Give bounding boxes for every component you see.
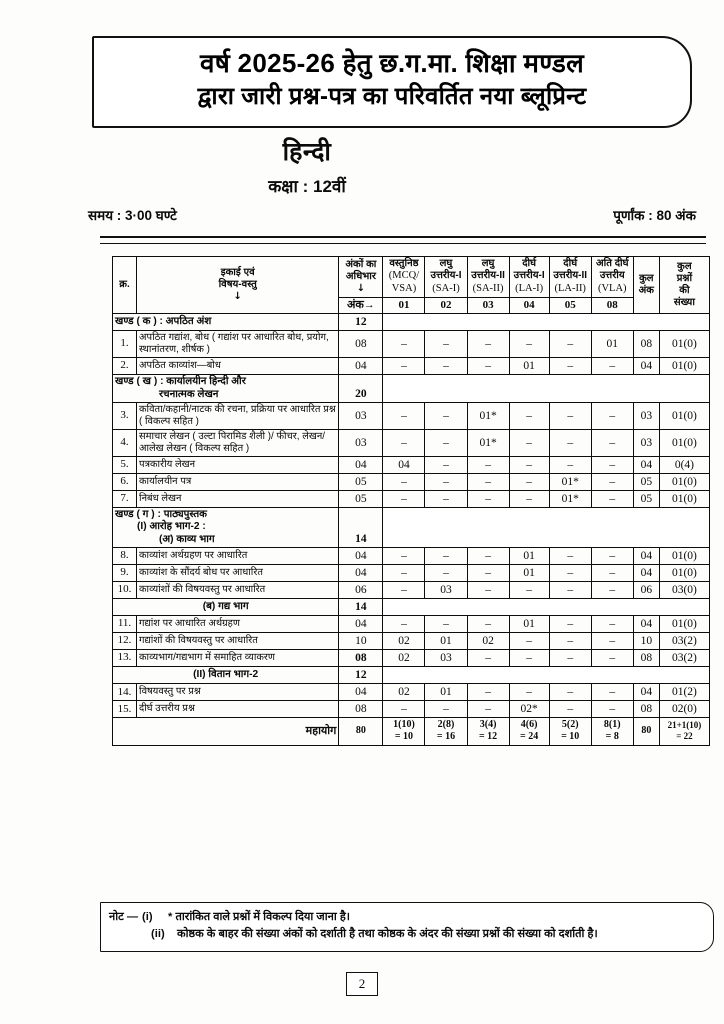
header-type-mcq	[383, 257, 425, 298]
row-cell-4: –	[509, 582, 549, 599]
row-cell-5: –	[549, 402, 591, 429]
row-cell-3: –	[467, 582, 509, 599]
row-weight: 10	[339, 633, 383, 650]
row-cell-6: –	[591, 616, 633, 633]
type-hi-4b: उत्तरीय-I	[513, 270, 545, 282]
row-cell-1: –	[383, 473, 425, 490]
row-cell-4: –	[509, 331, 549, 358]
type-hi-2b: उत्तरीय-I	[430, 270, 462, 282]
type-en-5: (LA-II)	[554, 282, 586, 294]
row-topic: अपठित काव्यांश—बोध	[137, 358, 339, 375]
row-cell-1: –	[383, 402, 425, 429]
row-total-questions: 03(2)	[659, 650, 709, 667]
marks-la1: 04	[509, 297, 549, 313]
type-hi-2: लघु	[439, 258, 453, 270]
row-weight: 06	[339, 582, 383, 599]
marks-sa1: 02	[425, 297, 467, 313]
row-cell-4: –	[509, 490, 549, 507]
row-total-questions: 0(4)	[659, 456, 709, 473]
row-total-questions: 01(0)	[659, 358, 709, 375]
row-cell-5: –	[549, 548, 591, 565]
header-unit-line-1: इकाई एवं	[220, 266, 255, 278]
row-cell-5: –	[549, 701, 591, 718]
row-cell-5: –	[549, 616, 591, 633]
exam-meta-row	[88, 206, 696, 224]
section-weight: 12	[339, 667, 383, 684]
row-cell-2: –	[425, 490, 467, 507]
header-type-sa2	[467, 257, 509, 298]
table-row	[113, 548, 710, 565]
row-cell-1: –	[383, 701, 425, 718]
section-blank-cells	[383, 314, 710, 331]
marks-sa2: 03	[467, 297, 509, 313]
row-serial: 6.	[113, 473, 137, 490]
row-cell-6: –	[591, 490, 633, 507]
row-cell-2: 03	[425, 582, 467, 599]
table-row	[113, 582, 710, 599]
table-section-row	[113, 375, 710, 403]
note-marker-1: (i)	[142, 911, 153, 923]
table-body	[113, 314, 710, 745]
down-arrow-icon: ↓	[356, 282, 366, 294]
row-weight: 04	[339, 616, 383, 633]
section-label: खण्ड ( क ) : अपठित अंश	[113, 314, 339, 331]
grand-total-cell-4: 4(6) = 24	[509, 718, 549, 745]
row-weight: 04	[339, 684, 383, 701]
total-marks-l1: कुल	[639, 272, 654, 284]
row-cell-6: –	[591, 473, 633, 490]
row-cell-5: –	[549, 429, 591, 456]
header-total-marks	[633, 257, 659, 314]
row-topic: निबंध लेखन	[137, 490, 339, 507]
row-serial: 14.	[113, 684, 137, 701]
row-cell-3: –	[467, 331, 509, 358]
row-serial: 7.	[113, 490, 137, 507]
row-cell-4: –	[509, 473, 549, 490]
row-cell-3: –	[467, 490, 509, 507]
row-topic: काव्यांश अर्थग्रहण पर आधारित	[137, 548, 339, 565]
table-section-row	[113, 314, 710, 331]
row-serial: 1.	[113, 331, 137, 358]
row-cell-2: –	[425, 701, 467, 718]
row-cell-1: –	[383, 565, 425, 582]
type-hi-6b: उत्तरीय	[599, 270, 625, 282]
header-unit	[137, 257, 339, 314]
row-weight: 03	[339, 402, 383, 429]
row-topic: पत्रकारीय लेखन	[137, 456, 339, 473]
row-cell-4: 01	[509, 548, 549, 565]
table-header	[113, 257, 710, 314]
row-serial: 5.	[113, 456, 137, 473]
row-serial: 8.	[113, 548, 137, 565]
row-weight: 04	[339, 358, 383, 375]
row-total-marks: 05	[633, 490, 659, 507]
type-hi-5: दीर्घ	[563, 258, 578, 270]
type-hi-1: वस्तुनिष्ठ	[389, 258, 419, 269]
row-cell-1: –	[383, 490, 425, 507]
row-cell-6: –	[591, 548, 633, 565]
section-label: खण्ड ( ख ) : कार्यालयीन हिन्दी और रचनात्मक लेखन	[113, 375, 339, 403]
row-serial: 10.	[113, 582, 137, 599]
total-marks-l2: अंक	[638, 285, 654, 297]
row-cell-4: –	[509, 633, 549, 650]
row-cell-2: –	[425, 456, 467, 473]
row-serial: 13.	[113, 650, 137, 667]
row-topic: दीर्घ उत्तरीय प्रश्न	[137, 701, 339, 718]
row-cell-1: –	[383, 616, 425, 633]
table-section-row	[113, 599, 710, 616]
notes-box	[100, 902, 714, 952]
type-hi-3b: उत्तरीय-II	[471, 270, 505, 282]
section-weight: 20	[339, 375, 383, 403]
row-cell-2: –	[425, 358, 467, 375]
marks-row-label: अंक→	[339, 297, 383, 313]
row-topic: काव्यांश के सौंदर्य बोध पर आधारित	[137, 565, 339, 582]
row-total-marks: 04	[633, 358, 659, 375]
row-cell-1: 02	[383, 650, 425, 667]
row-serial: 2.	[113, 358, 137, 375]
row-cell-1: 02	[383, 633, 425, 650]
row-cell-4: –	[509, 429, 549, 456]
row-cell-1: –	[383, 331, 425, 358]
row-cell-2: 01	[425, 684, 467, 701]
row-cell-4: –	[509, 684, 549, 701]
row-cell-2: 01	[425, 633, 467, 650]
table-section-row	[113, 667, 710, 684]
row-total-questions: 01(0)	[659, 565, 709, 582]
row-total-questions: 03(2)	[659, 633, 709, 650]
row-cell-2: 03	[425, 650, 467, 667]
grand-total-cell-2: 2(8) = 16	[425, 718, 467, 745]
total-q-l4: संख्या	[673, 297, 695, 309]
row-total-marks: 04	[633, 684, 659, 701]
row-cell-6: –	[591, 633, 633, 650]
grand-total-marks: 80	[633, 718, 659, 745]
row-cell-6: –	[591, 684, 633, 701]
title-banner	[92, 36, 692, 128]
section-blank-cells	[383, 507, 710, 547]
total-q-l2: प्रश्नों	[676, 272, 693, 284]
row-weight: 08	[339, 701, 383, 718]
blueprint-table-wrapper	[112, 256, 710, 746]
header-weight	[339, 257, 383, 298]
row-cell-6: –	[591, 701, 633, 718]
row-cell-1: –	[383, 358, 425, 375]
row-cell-3: –	[467, 548, 509, 565]
table-row	[113, 456, 710, 473]
total-q-l1: कुल	[677, 260, 692, 272]
row-cell-1: –	[383, 548, 425, 565]
row-weight: 04	[339, 456, 383, 473]
marks-mcq: 01	[383, 297, 425, 313]
grand-total-questions: 21+1(10) = 22	[659, 718, 709, 745]
note-head: नोट —	[109, 911, 139, 923]
row-topic: अपठित गद्यांश, बोध ( गद्यांश पर आधारित बोध, प्रयोग, स्थानांतरण, शीर्षक )	[137, 331, 339, 358]
row-cell-5: –	[549, 331, 591, 358]
row-weight: 04	[339, 548, 383, 565]
row-cell-3: –	[467, 616, 509, 633]
row-total-marks: 03	[633, 402, 659, 429]
table-row	[113, 633, 710, 650]
section-weight: 14	[339, 599, 383, 616]
row-total-questions: 01(2)	[659, 684, 709, 701]
section-label: (II) वितान भाग-2	[113, 667, 339, 684]
section-blank-cells	[383, 599, 710, 616]
row-cell-4: –	[509, 456, 549, 473]
type-en-1b: VSA)	[391, 282, 417, 294]
row-cell-5: –	[549, 456, 591, 473]
row-cell-5: –	[549, 565, 591, 582]
row-cell-4: 01	[509, 616, 549, 633]
row-cell-2: –	[425, 473, 467, 490]
type-en-4: (LA-I)	[515, 282, 544, 294]
header-total-questions	[659, 257, 709, 314]
row-cell-3: –	[467, 684, 509, 701]
table-row	[113, 331, 710, 358]
exam-max-marks: पूर्णांक : 80 अंक	[613, 208, 696, 223]
row-cell-5: –	[549, 684, 591, 701]
table-row	[113, 565, 710, 582]
row-total-questions: 01(0)	[659, 473, 709, 490]
note-text-2: कोष्ठक के बाहर की संख्या अंकों को दर्शाती है तथा कोष्ठक के अंदर की संख्या प्रश्नों की संख्या को दर्शाती है।	[177, 927, 598, 940]
section-weight: 12	[339, 314, 383, 331]
row-serial: 9.	[113, 565, 137, 582]
table-section-row	[113, 507, 710, 547]
row-cell-3: –	[467, 456, 509, 473]
table-row	[113, 701, 710, 718]
row-cell-5: –	[549, 633, 591, 650]
section-blank-cells	[383, 375, 710, 403]
marks-la2: 05	[549, 297, 591, 313]
grand-total-cell-5: 5(2) = 10	[549, 718, 591, 745]
row-cell-4: 02*	[509, 701, 549, 718]
row-cell-4: –	[509, 402, 549, 429]
banner-title-line-2: द्वारा जारी प्रश्न-पत्र का परिवर्तित नया ब्लूप्रिन्ट	[197, 83, 587, 110]
row-total-questions: 01(0)	[659, 402, 709, 429]
row-cell-6: –	[591, 402, 633, 429]
section-weight: 14	[339, 507, 383, 547]
row-total-marks: 04	[633, 548, 659, 565]
row-total-marks: 06	[633, 582, 659, 599]
header-type-sa1	[425, 257, 467, 298]
row-serial: 15.	[113, 701, 137, 718]
row-total-questions: 01(0)	[659, 331, 709, 358]
row-cell-2: –	[425, 565, 467, 582]
table-row	[113, 650, 710, 667]
row-serial: 4.	[113, 429, 137, 456]
header-weight-line-2: अधिभार	[345, 270, 376, 282]
row-cell-3: –	[467, 701, 509, 718]
note-marker-2: (ii)	[151, 927, 165, 940]
row-cell-6: –	[591, 650, 633, 667]
row-serial: 3.	[113, 402, 137, 429]
row-cell-4: 01	[509, 565, 549, 582]
row-topic: गद्यांशों की विषयवस्तु पर आधारित	[137, 633, 339, 650]
row-cell-3: –	[467, 565, 509, 582]
row-cell-1: 04	[383, 456, 425, 473]
row-cell-2: –	[425, 429, 467, 456]
header-unit-line-2: विषय-वस्तु	[218, 279, 257, 290]
row-weight: 05	[339, 473, 383, 490]
row-weight: 08	[339, 650, 383, 667]
row-cell-2: –	[425, 402, 467, 429]
grand-total-label: महायोग	[113, 718, 339, 745]
row-cell-5: –	[549, 358, 591, 375]
row-total-marks: 04	[633, 616, 659, 633]
row-cell-3: 02	[467, 633, 509, 650]
section-label: (ब) गद्य भाग	[113, 599, 339, 616]
header-type-la2	[549, 257, 591, 298]
header-weight-line-1: अंकों का	[345, 258, 377, 270]
row-cell-6: –	[591, 358, 633, 375]
row-total-questions: 01(0)	[659, 616, 709, 633]
row-cell-3: –	[467, 473, 509, 490]
header-type-la1	[509, 257, 549, 298]
row-total-marks: 08	[633, 701, 659, 718]
row-topic: कविता/कहानी/नाटक की रचना, प्रक्रिया पर आधारित प्रश्न ( विकल्प सहित )	[137, 402, 339, 429]
table-row	[113, 358, 710, 375]
row-cell-3: –	[467, 358, 509, 375]
grand-total-cell-1: 1(10) = 10	[383, 718, 425, 745]
type-hi-4: दीर्घ	[522, 258, 537, 270]
row-cell-6: –	[591, 582, 633, 599]
header-row-main	[113, 257, 710, 298]
row-total-marks: 04	[633, 565, 659, 582]
row-cell-5: –	[549, 582, 591, 599]
table-row	[113, 429, 710, 456]
row-cell-1: –	[383, 582, 425, 599]
row-topic: गद्यांश पर आधारित अर्थग्रहण	[137, 616, 339, 633]
note-text-1: * तारांकित वाले प्रश्नों में विकल्प दिया जाना है।	[168, 911, 351, 923]
type-en-6: (VLA)	[597, 282, 627, 294]
row-weight: 05	[339, 490, 383, 507]
note-line-1	[109, 909, 703, 926]
row-cell-5: 01*	[549, 490, 591, 507]
row-cell-3: 01*	[467, 402, 509, 429]
grand-total-cell-6: 8(1) = 8	[591, 718, 633, 745]
marks-vla: 08	[591, 297, 633, 313]
row-total-marks: 10	[633, 633, 659, 650]
table-row	[113, 402, 710, 429]
type-hi-5b: उत्तरीय-II	[553, 270, 588, 282]
row-cell-4: –	[509, 650, 549, 667]
section-label: खण्ड ( ग ) : पाठ्यपुस्तक (I) आरोह भाग-2 : (अ) काव्य भाग	[113, 507, 339, 547]
row-cell-6: –	[591, 456, 633, 473]
table-row	[113, 616, 710, 633]
table-row	[113, 490, 710, 507]
subject-title: हिन्दी	[282, 138, 332, 166]
table-row	[113, 684, 710, 701]
grand-total-row	[113, 718, 710, 745]
row-topic: विषयवस्तु पर प्रश्न	[137, 684, 339, 701]
row-cell-5: –	[549, 650, 591, 667]
row-topic: समाचार लेखन ( उल्टा पिरामिड शैली )/ फीचर, लेखन/आलेख लेखन ( विकल्प सहित )	[137, 429, 339, 456]
row-total-marks: 03	[633, 429, 659, 456]
row-cell-2: –	[425, 548, 467, 565]
total-q-l3: की	[679, 285, 690, 297]
class-label: कक्षा : 12वीं	[268, 177, 346, 196]
exam-duration: समय : 3·00 घण्टे	[88, 208, 177, 223]
row-cell-2: –	[425, 331, 467, 358]
note-line-2	[109, 926, 703, 943]
row-total-marks: 08	[633, 331, 659, 358]
grand-total-cell-3: 3(4) = 12	[467, 718, 509, 745]
row-weight: 03	[339, 429, 383, 456]
row-total-questions: 01(0)	[659, 490, 709, 507]
row-weight: 08	[339, 331, 383, 358]
row-total-questions: 03(0)	[659, 582, 709, 599]
page-number: 2	[346, 972, 378, 996]
banner-title-line-1: वर्ष 2025-26 हेतु छ.ग.मा. शिक्षा मण्डल	[199, 48, 585, 78]
type-en-2: (SA-I)	[432, 282, 460, 294]
header-divider-rule	[100, 236, 706, 244]
down-arrow-icon: ↓	[233, 291, 242, 303]
row-serial: 12.	[113, 633, 137, 650]
row-topic: कार्यालयीन पत्र	[137, 473, 339, 490]
row-total-marks: 04	[633, 456, 659, 473]
row-cell-6: 01	[591, 331, 633, 358]
type-en-1: (MCQ/	[388, 270, 420, 282]
row-cell-6: –	[591, 429, 633, 456]
row-serial: 11.	[113, 616, 137, 633]
table-row	[113, 473, 710, 490]
type-hi-6: अति दीर्घ	[596, 258, 629, 270]
type-en-3: (SA-II)	[472, 282, 504, 294]
row-cell-6: –	[591, 565, 633, 582]
row-cell-1: 02	[383, 684, 425, 701]
row-total-marks: 05	[633, 473, 659, 490]
row-cell-3: –	[467, 650, 509, 667]
row-total-marks: 08	[633, 650, 659, 667]
row-topic: काव्यभाग/गद्यभाग में समाहित व्याकरण	[137, 650, 339, 667]
row-total-questions: 01(0)	[659, 429, 709, 456]
blueprint-table	[112, 256, 710, 746]
grand-total-weight: 80	[339, 718, 383, 745]
row-cell-5: 01*	[549, 473, 591, 490]
row-total-questions: 01(0)	[659, 548, 709, 565]
header-sn: क्र.	[113, 257, 137, 314]
row-cell-1: –	[383, 429, 425, 456]
section-blank-cells	[383, 667, 710, 684]
row-cell-2: –	[425, 616, 467, 633]
row-total-questions: 02(0)	[659, 701, 709, 718]
type-hi-3: लघु	[481, 258, 495, 270]
row-topic: काव्यांशों की विषयवस्तु पर आधारित	[137, 582, 339, 599]
row-cell-3: 01*	[467, 429, 509, 456]
row-weight: 04	[339, 565, 383, 582]
header-type-vla	[591, 257, 633, 298]
row-cell-4: 01	[509, 358, 549, 375]
